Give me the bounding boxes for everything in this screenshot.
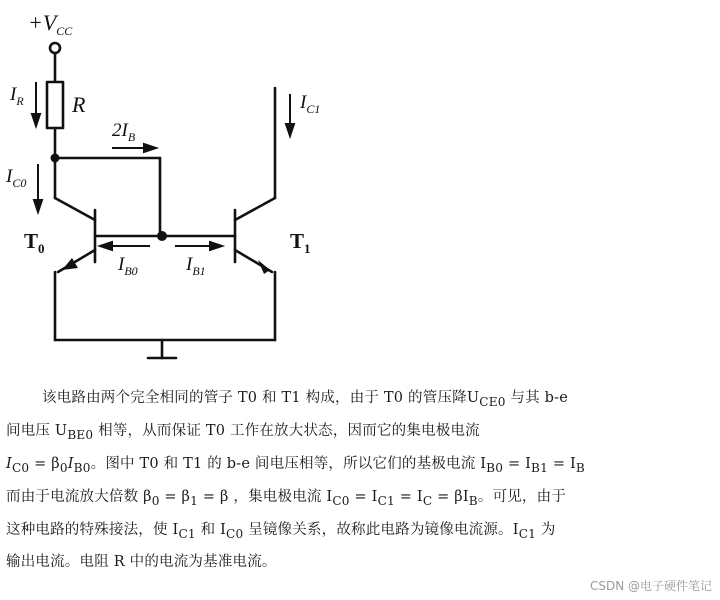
two-ib-arrow	[144, 144, 156, 152]
two-ib-label: $2I_B$	[112, 120, 136, 144]
paragraph-line-4: 而由于电流放大倍数 $\beta_0 = \beta_1 = \beta$ ，集电极电流 $I_{C0} = I_{C1} = I_C = \beta I_B$。可见，由于	[6, 488, 567, 508]
resistor-r	[47, 82, 63, 128]
node-base-junction	[157, 231, 167, 241]
paragraph-line-5: 这种电路的特殊接法，使 $I_{C1}$ 和 $I_{C0}$ 呈镜像关系，故称此电路为镜像电流源。$I_{C1}$ 为	[6, 521, 556, 541]
t1-label: $T_1$	[290, 229, 311, 256]
ib0-arrow	[100, 242, 112, 250]
ic0-arrow	[34, 200, 42, 212]
ir-arrow	[32, 114, 40, 126]
ib0-label: $I_{B0}$	[118, 254, 138, 278]
vcc-label: $+V_{CC}$	[28, 10, 73, 38]
explanation-paragraph	[6, 384, 712, 577]
node-r-junction	[51, 154, 60, 163]
paragraph-line-3: $I_{C0} = \beta_0I_{B0}$。图中 T0 和 T1 的 b-e 间电压相等，所以它们的基极电流 $I_{B0} = I_{B1} = I_B$	[6, 455, 585, 475]
paragraph-line-1: 该电路由两个完全相同的管子 T0 和 T1 构成，由于 T0 的管压降$U_{CE0}$ 与其 b-e	[42, 390, 568, 409]
paragraph-line-2: 间电压 $U_{BE0}$ 相等，从而保证 T0 工作在放大状态，因而它的集电极电流	[6, 422, 480, 442]
ib1-label: $I_{B1}$	[186, 254, 206, 278]
ic1-label: $I_{C1}$	[300, 92, 321, 116]
ib1-arrow	[210, 242, 222, 250]
t0-emitter-arrow	[62, 258, 78, 270]
ir-label: $I_R$	[10, 84, 24, 108]
ic1-arrow	[286, 124, 294, 136]
t1-emitter-arrow	[258, 260, 270, 274]
vcc-terminal	[50, 43, 60, 53]
t0-label: $T_0$	[24, 229, 45, 256]
paragraph-line-6: 输出电流。电阻 R 中的电流为基准电流。	[6, 554, 277, 571]
r-label: R	[72, 92, 86, 117]
ic0-label: $I_{C0}$	[6, 166, 27, 190]
csdn-watermark: CSDN @电子硬件笔记	[589, 579, 712, 593]
